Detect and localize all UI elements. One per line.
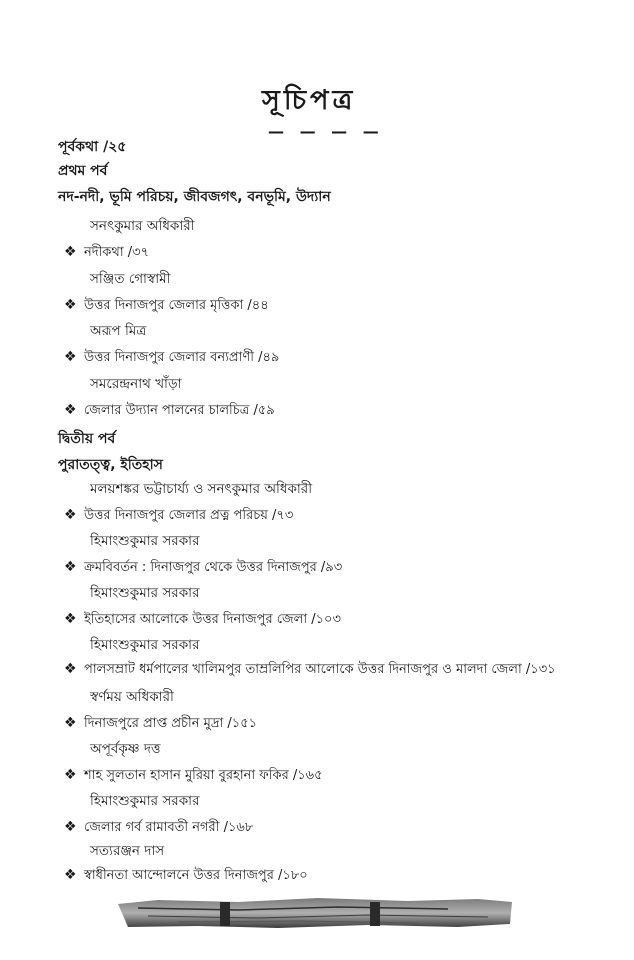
- toc-entry-title: পালসম্রাট ধর্মপালের খালিমপুর তাম্রলিপির আলোকে উত্তর দিনাজপুর ও মালদা জেলা /১৩১: [84, 662, 556, 677]
- author-name: সনৎকুমার অধিকারী: [90, 218, 195, 234]
- section-heading: পূর্বকথা /২৫: [58, 139, 127, 155]
- author-name: হিমাংশুকুমার সরকার: [90, 793, 200, 809]
- diamond-bullet-icon: ❖: [64, 715, 77, 731]
- toc-entry: [64, 558, 342, 577]
- diamond-bullet-icon: ❖: [64, 244, 77, 260]
- toc-entry: [64, 243, 149, 262]
- toc-entry: [64, 818, 253, 837]
- section-heading: প্রথম পর্ব: [58, 163, 108, 179]
- author-name: হিমাংশুকুমার সরকার: [90, 533, 200, 549]
- wooden-plank-ornament: [118, 896, 512, 930]
- toc-entry: [64, 401, 275, 420]
- page-title: সূচিপত্র: [262, 85, 357, 116]
- toc-entry-title: উত্তর দিনাজপুর জেলার বন্যপ্রাণী /৪৯: [84, 350, 280, 365]
- toc-entry: [64, 766, 323, 785]
- toc-entry-title: ইতিহাসের আলোকে উত্তর দিনাজপুর জেলা /১০৩: [84, 612, 341, 627]
- diamond-bullet-icon: ❖: [64, 819, 77, 835]
- toc-entry: [64, 610, 341, 629]
- toc-entry-title: জেলার উদ্যান পালনের চালচিত্র /৫৯: [84, 403, 275, 418]
- author-name: অরূপ মিত্র: [90, 323, 147, 339]
- toc-entry: [64, 348, 279, 367]
- author-name: মলয়শঙ্কর ভট্টাচার্য্য ও সনৎকুমার অধিকারী: [90, 481, 313, 497]
- toc-entry-title: ক্রমবিবর্তন : দিনাজপুর থেকে উত্তর দিনাজপুর /৯৩: [84, 560, 343, 575]
- section-heading: নদ-নদী, ভূমি পরিচয়, জীবজগৎ, বনভূমি, উদ্যান: [58, 189, 331, 205]
- toc-entry-title: শাহ সুলতান হাসান মুরিয়া বুরহানা ফকির /১৬৫: [84, 768, 323, 783]
- diamond-bullet-icon: ❖: [64, 661, 77, 677]
- diamond-bullet-icon: ❖: [64, 611, 77, 627]
- toc-entry: [64, 866, 308, 885]
- diamond-bullet-icon: ❖: [64, 559, 77, 575]
- section-heading: দ্বিতীয় পর্ব: [58, 431, 116, 447]
- title-underline: — — — —: [268, 122, 384, 141]
- toc-entry-title: উত্তর দিনাজপুর জেলার মৃত্তিকা /৪৪: [84, 298, 269, 313]
- diamond-bullet-icon: ❖: [64, 297, 77, 313]
- toc-entry-title: স্বাধীনতা আন্দোলনে উত্তর দিনাজপুর /১৮০: [84, 868, 308, 883]
- toc-entry-title: নদীকথা /৩৭: [84, 245, 150, 260]
- toc-entry-title: জেলার গর্ব রামাবতী নগরী /১৬৮: [84, 820, 254, 835]
- toc-entry: [64, 296, 269, 315]
- diamond-bullet-icon: ❖: [64, 402, 77, 418]
- toc-entry-title: উত্তর দিনাজপুর জেলার প্রত্ন পরিচয় /৭৩: [84, 508, 294, 523]
- author-name: সঞ্জিত গোস্বামী: [90, 271, 171, 287]
- diamond-bullet-icon: ❖: [64, 507, 77, 523]
- toc-entry-title: দিনাজপুরে প্রাপ্ত প্রচীন মুদ্রা /১৫১: [84, 716, 258, 731]
- section-heading: পুরাতত্ত্ব, ইতিহাস: [58, 457, 163, 473]
- author-name: অপূর্বকৃষ্ণ দত্ত: [90, 741, 161, 757]
- author-name: হিমাংশুকুমার সরকার: [90, 585, 200, 601]
- toc-entry: [64, 506, 293, 525]
- author-name: স্বর্ণময় অধিকারী: [90, 689, 174, 705]
- author-name: সমরেন্দ্রনাথ খাঁড়া: [90, 376, 182, 392]
- toc-entry: [64, 660, 556, 679]
- diamond-bullet-icon: ❖: [64, 867, 77, 883]
- author-name: হিমাংশুকুমার সরকার: [90, 637, 200, 653]
- toc-entry: [64, 714, 257, 733]
- diamond-bullet-icon: ❖: [64, 349, 77, 365]
- diamond-bullet-icon: ❖: [64, 767, 77, 783]
- author-name: সত্যরঞ্জন দাস: [90, 843, 165, 859]
